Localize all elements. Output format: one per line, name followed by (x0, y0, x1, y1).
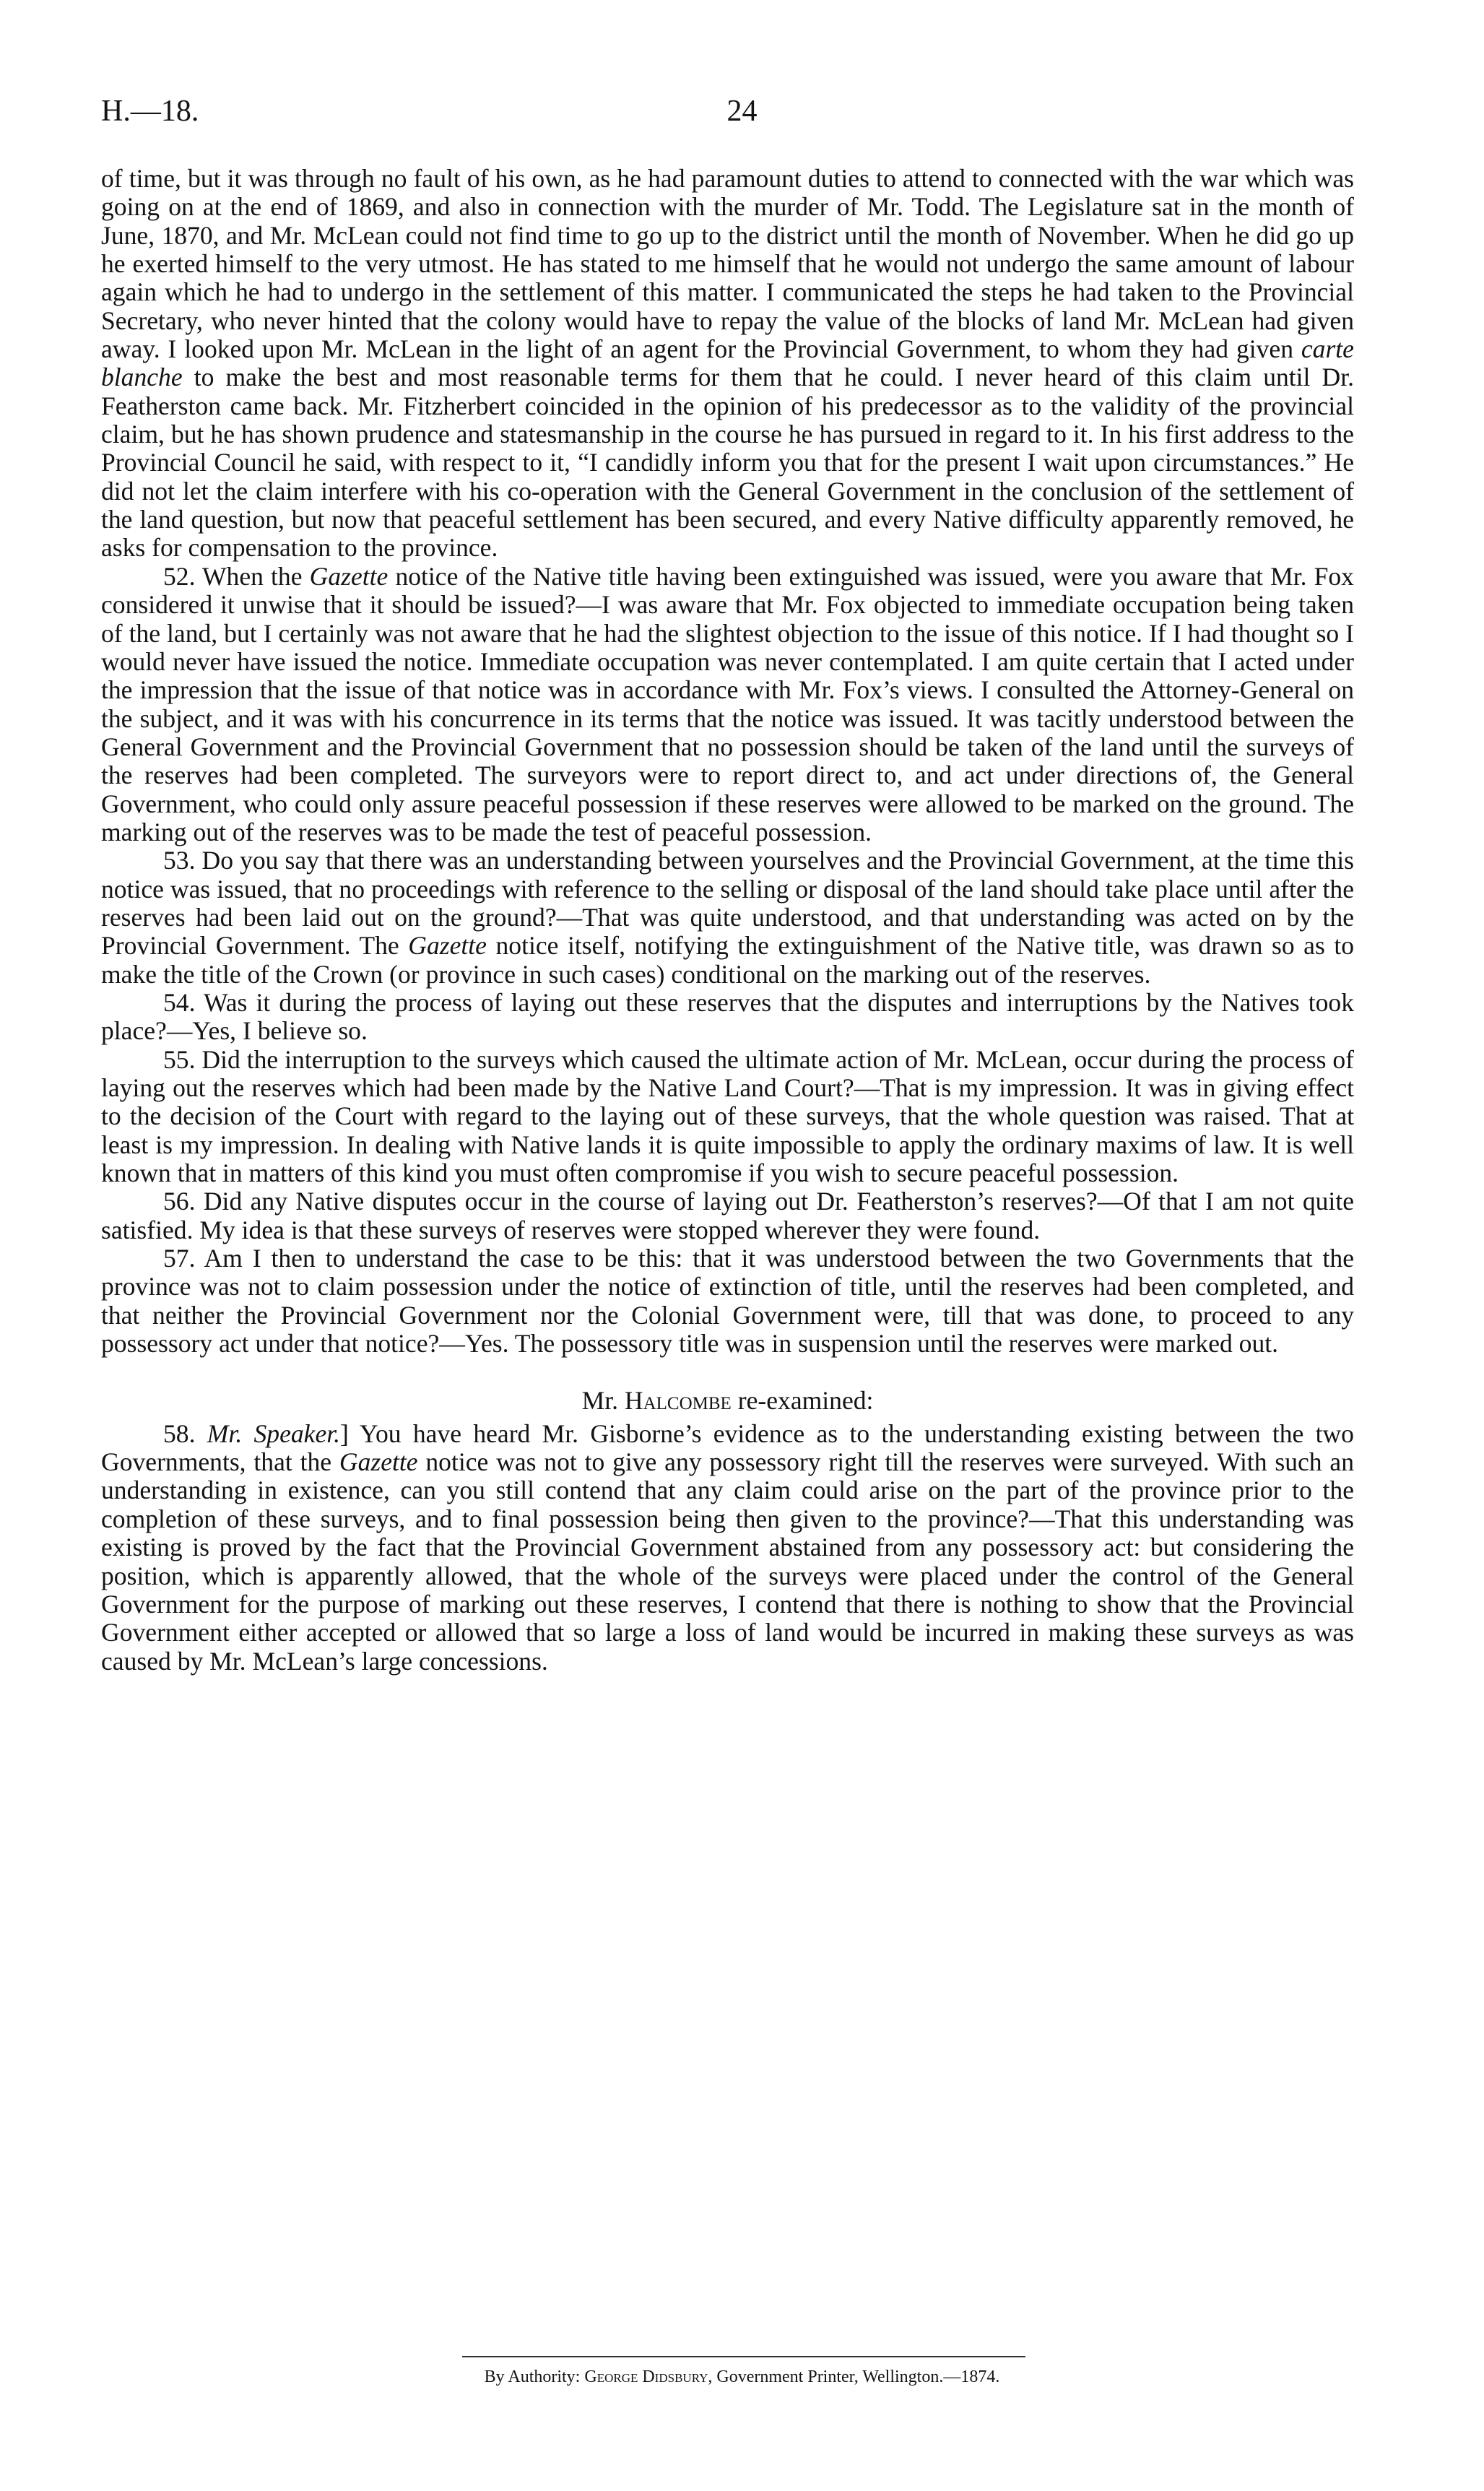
paragraph-53: 53. Do you say that there was an understanding between yourselves and the Provincial Government, at the time this notice was issued, that no proceedings with reference to the selling or disposal of the land should take place until after the reserves had been laid out on the ground?—That was quite understood, and that understanding was acted on by the Provincial Government. The Gazette notice itself, notifying the extinguishment of the Native title, was drawn so as to make the title of the Crown (or province in such cases) conditional on the marking out of the reserves. (101, 846, 1355, 989)
paragraph-55: 55. Did the interruption to the surveys which caused the ultimate action of Mr. McLean, occur during the process of laying out the reserves which had been made by the Native Land Court?—That is my impression. It was in giving effect to the decision of the Court with regard to the laying out of these surveys, that the whole question was raised. That at least is my impression. In dealing with Native lands it is quite impossible to apply the ordinary maxims of law. It is well known that in matters of this kind you must often compromise if you wish to secure peaceful possession. (101, 1044, 1354, 1188)
section-heading: Mr. Halcombe re-examined: (581, 1386, 874, 1416)
paragraph-continuation: of time, but it was through no fault of his own, as he had paramount duties to attend to connected with the war which was going on at the end of 1869, and also in connection with the murder of Mr. Todd. The Legislature sat in the month of June, 1870, and Mr. McLean could not find time to go up to the district until the month of November. When he did go up he exerted himself to the very utmost. He has stated to me himself that he would not undergo the same amount of labour again which he had to undergo in the settlement of this matter. I communicated the steps he had taken to the Provincial Secretary, who never hinted that the colony would have to repay the value of the blocks of land Mr. McLean had given away. I looked upon Mr. McLean in the light of an agent for the Provincial Government, to whom they had given carte blanche to make the best and most reasonable terms for them that he could. I never heard of this claim until Dr. Featherston came back. Mr. Fitzherbert coincided in the opinion of his predecessor as to the validity of the provincial claim, but he has shown prudence and statesmanship in the course he has pursued in regard to it. In his first address to the Provincial Council he said, with respect to it, “I candidly inform you that for the present I wait upon circumstances.” He did not let the claim interfere with his co-operation with the General Government in the conclusion of the settlement of the land question, but now that peaceful settlement has been secured, and every Native difficulty apparently removed, he asks for compensation to the province. (101, 164, 1354, 563)
paragraph-54: 54. Was it during the process of laying out these reserves that the disputes and interruptions by the Natives took place?—Yes, I believe so. (101, 987, 1354, 1046)
footer-rule (462, 2356, 1025, 2357)
paragraph-56: 56. Did any Native disputes occur in the course of laying out Dr. Featherston’s reserves?—Of that I am not quite satisfied. My idea is that these surveys of reserves were stopped wherever they were found. (101, 1187, 1354, 1244)
document-body (101, 165, 1354, 1676)
page-header (101, 94, 1383, 137)
paragraph-52: 52. When the Gazette notice of the Native title having been extinguished was issued, were you aware that Mr. Fox considered it unwise that it should be issued?—I was aware that Mr. Fox objected to immediate occupation being taken of the land, but I certainly was not aware that he had the slightest objection to the issue of this notice. If I had thought so I would never have issued the notice. Immediate occupation was never contemplated. I am quite certain that I acted under the impression that the issue of that notice was in accordance with Mr. Fox’s views. I consulted the Attorney-General on the subject, and it was with his concurrence in its terms that the notice was issued. It was tacitly understood between the General Government and the Provincial Government that no possession should be taken of the land until the surveys of the reserves had been completed. The surveyors were to report direct to, and act under directions of, the General Government, who could only assure peaceful possession if these reserves were allowed to be marked on the ground. The marking out of the reserves was to be made the test of peaceful possession. (101, 561, 1354, 846)
document-reference: H.—18. (101, 95, 199, 128)
paragraph-57: 57. Am I then to understand the case to be this: that it was understood between the two Governments that the province was not to claim possession under the notice of extinction of title, until the reserves had been completed, and that neither the Provincial Government nor the Colonial Government were, till that was done, to proceed to any possessory act under that notice?—Yes. The possessory title was in suspension until the reserves were marked out. (101, 1244, 1354, 1359)
paragraph-58: 58. Mr. Speaker.] You have heard Mr. Gisborne’s evidence as to the understanding existing between the two Governments, that the Gazette notice was not to give any possessory right till the reserves were surveyed. With such an understanding in existence, can you still contend that any claim could arise on the part of the province prior to the completion of these surveys, and to final possession being then given to the province?—That this understanding was existing is proved by the fact that the Provincial Government abstained from any possessory act: but considering the position, which is apparently allowed, that the whole of the surveys were placed under the control of the General Government for the purpose of marking out these reserves, I contend that there is nothing to show that the Provincial Government either accepted or allowed that so large a loss of land would be incurred in making these surveys as was caused by Mr. McLean’s large concessions. (101, 1418, 1354, 1676)
printer-imprint: By Authority: George Didsbury, Government Printer, Wellington.—1874. (484, 2367, 1000, 2386)
page-number: 24 (726, 95, 758, 128)
